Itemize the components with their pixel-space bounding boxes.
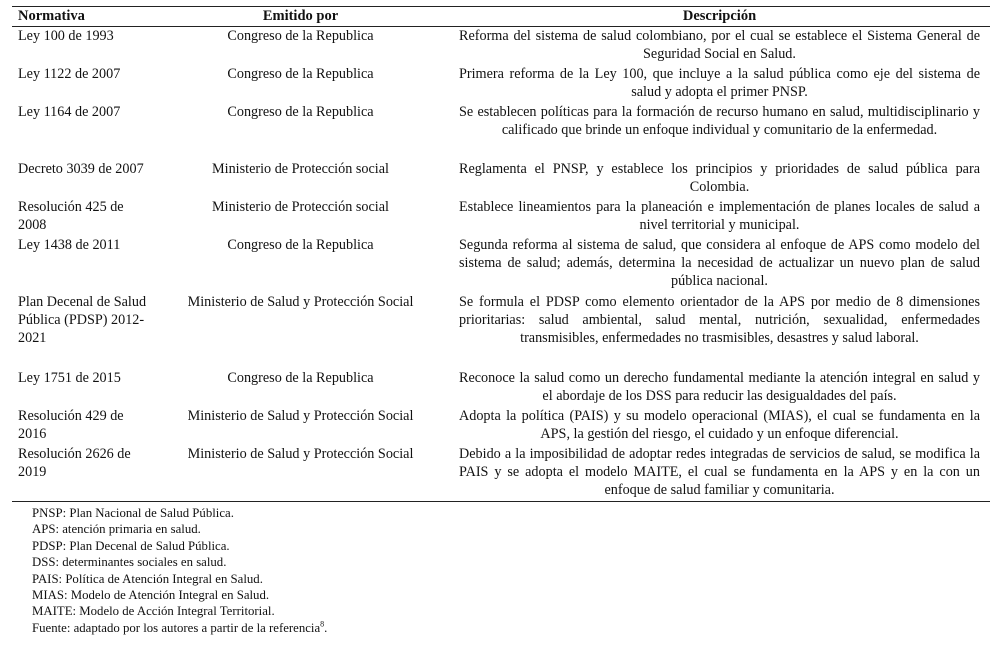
note-dss: DSS: determinantes sociales en salud. [32, 555, 227, 570]
cell-emitido-por: Ministerio de Salud y Protección Social [152, 445, 447, 502]
cell-normativa: Ley 100 de 1993 [18, 28, 114, 44]
table-row [12, 103, 990, 160]
cell-emitido-por: Congreso de la Republica [227, 65, 374, 82]
note-pdsp: PDSP: Plan Decenal de Salud Pública. [32, 538, 230, 553]
table-row [12, 160, 990, 198]
cell-descripcion: Segunda reforma al sistema de salud, que considera al enfoque de APS como modelo del sistema de salud; además, determina la necesidad de actualizar un nuevo plan de salud pública nacional. [459, 236, 980, 289]
table-header [12, 7, 990, 27]
cell-descripcion: Primera reforma de la Ley 100, que incluye a la salud pública como eje del sistema de salud y adopta el primer PNSP. [459, 65, 980, 100]
cell-descripcion: Reforma del sistema de salud colombiano, por el cual se establece el Sistema General de Seguridad Social en Salud. [459, 28, 980, 62]
cell-emitido-por: Ministerio de Salud y Protección Social [187, 293, 414, 310]
cell-normativa: Decreto 3039 de 2007 [18, 160, 144, 177]
note-maite: MAITE: Modelo de Acción Integral Territorial. [32, 604, 275, 619]
cell-emitido-por: Congreso de la Republica [227, 369, 374, 386]
cell-normativa: Ley 1164 de 2007 [18, 103, 121, 120]
cell-descripcion: Establece lineamientos para la planeación e implementación de planes locales de salud a nivel territorial y municipal. [459, 198, 980, 233]
header-descripcion: Descripción [447, 7, 990, 27]
table-row [12, 65, 990, 103]
note-mias: MIAS: Modelo de Atención Integral en Salud. [32, 588, 270, 603]
cell-descripcion: Reglamenta el PNSP, y establece los principios y prioridades de salud pública para Colombia. [459, 160, 980, 195]
header-emitido-por: Emitido por [152, 7, 447, 27]
cell-emitido-por: Ministerio de Salud y Protección Social [187, 407, 414, 424]
table-row [12, 369, 990, 407]
cell-normativa: Resolución 2626 de 2019 [12, 445, 152, 502]
table-row [12, 445, 990, 502]
cell-normativa: Resolución 425 de 2008 [18, 198, 124, 233]
cell-descripcion: Se establecen políticas para la formación de recurso humano en salud, multidisciplinario y calificado que brinde un enfoque individual y comunitario de la enfermedad. [459, 103, 980, 138]
cell-emitido-por: Ministerio de Protección social [212, 160, 389, 177]
cell-descripcion: Adopta la política (PAIS) y su modelo operacional (MIAS), el cual se fundamenta en la APS, la gestión del riesgo, el cuidado y un enfoque diferencial. [459, 407, 980, 442]
source-text: Fuente: adaptado por los autores a partir de la referencia [32, 620, 321, 635]
reference-number: 8 [320, 619, 325, 629]
cell-normativa: Ley 1122 de 2007 [18, 65, 121, 82]
table-notes [12, 505, 990, 636]
cell-emitido-por: Congreso de la Republica [227, 28, 374, 44]
source-note [32, 620, 990, 636]
cell-emitido-por: Congreso de la Republica [227, 103, 374, 120]
cell-emitido-por: Congreso de la Republica [227, 236, 374, 253]
regulations-table [12, 6, 990, 502]
table-row [12, 27, 990, 65]
table-row [12, 293, 990, 369]
table-body [12, 27, 990, 502]
note-pnsp: PNSP: Plan Nacional de Salud Pública. [32, 506, 234, 520]
source-end: . [324, 620, 328, 635]
table-row [12, 198, 990, 236]
note-pais: PAIS: Política de Atención Integral en Salud. [32, 571, 263, 586]
note-aps: APS: atención primaria en salud. [32, 522, 201, 537]
header-normativa: Normativa [12, 7, 152, 27]
cell-normativa: Ley 1751 de 2015 [18, 369, 121, 386]
cell-normativa: Ley 1438 de 2011 [18, 236, 121, 253]
table-row [12, 407, 990, 445]
cell-normativa: Resolución 429 de 2016 [18, 407, 124, 442]
cell-emitido-por: Ministerio de Protección social [212, 198, 389, 215]
cell-descripcion: Debido a la imposibilidad de adoptar redes integradas de servicios de salud, se modifica la PAIS y se adopta el modelo MAITE, el cual se fundamenta en la APS y en la con un enfoque de salud familiar y comunitaria. [447, 445, 990, 502]
cell-descripcion: Reconoce la salud como un derecho fundamental mediante la atención integral en salud y el abordaje de los DSS para reducir las desigualdades del país. [459, 369, 980, 404]
table-row [12, 236, 990, 293]
cell-normativa: Plan Decenal de Salud Pública (PDSP) 2012-2021 [18, 293, 147, 346]
cell-descripcion: Se formula el PDSP como elemento orientador de la APS por medio de 8 dimensiones prioritarias: salud ambiental, salud mental, nutrición, sexualidad, enfermedades transmisibles, enfermedades no trasmisibles, desastres y salud laboral. [459, 293, 980, 346]
header-row [12, 7, 990, 27]
